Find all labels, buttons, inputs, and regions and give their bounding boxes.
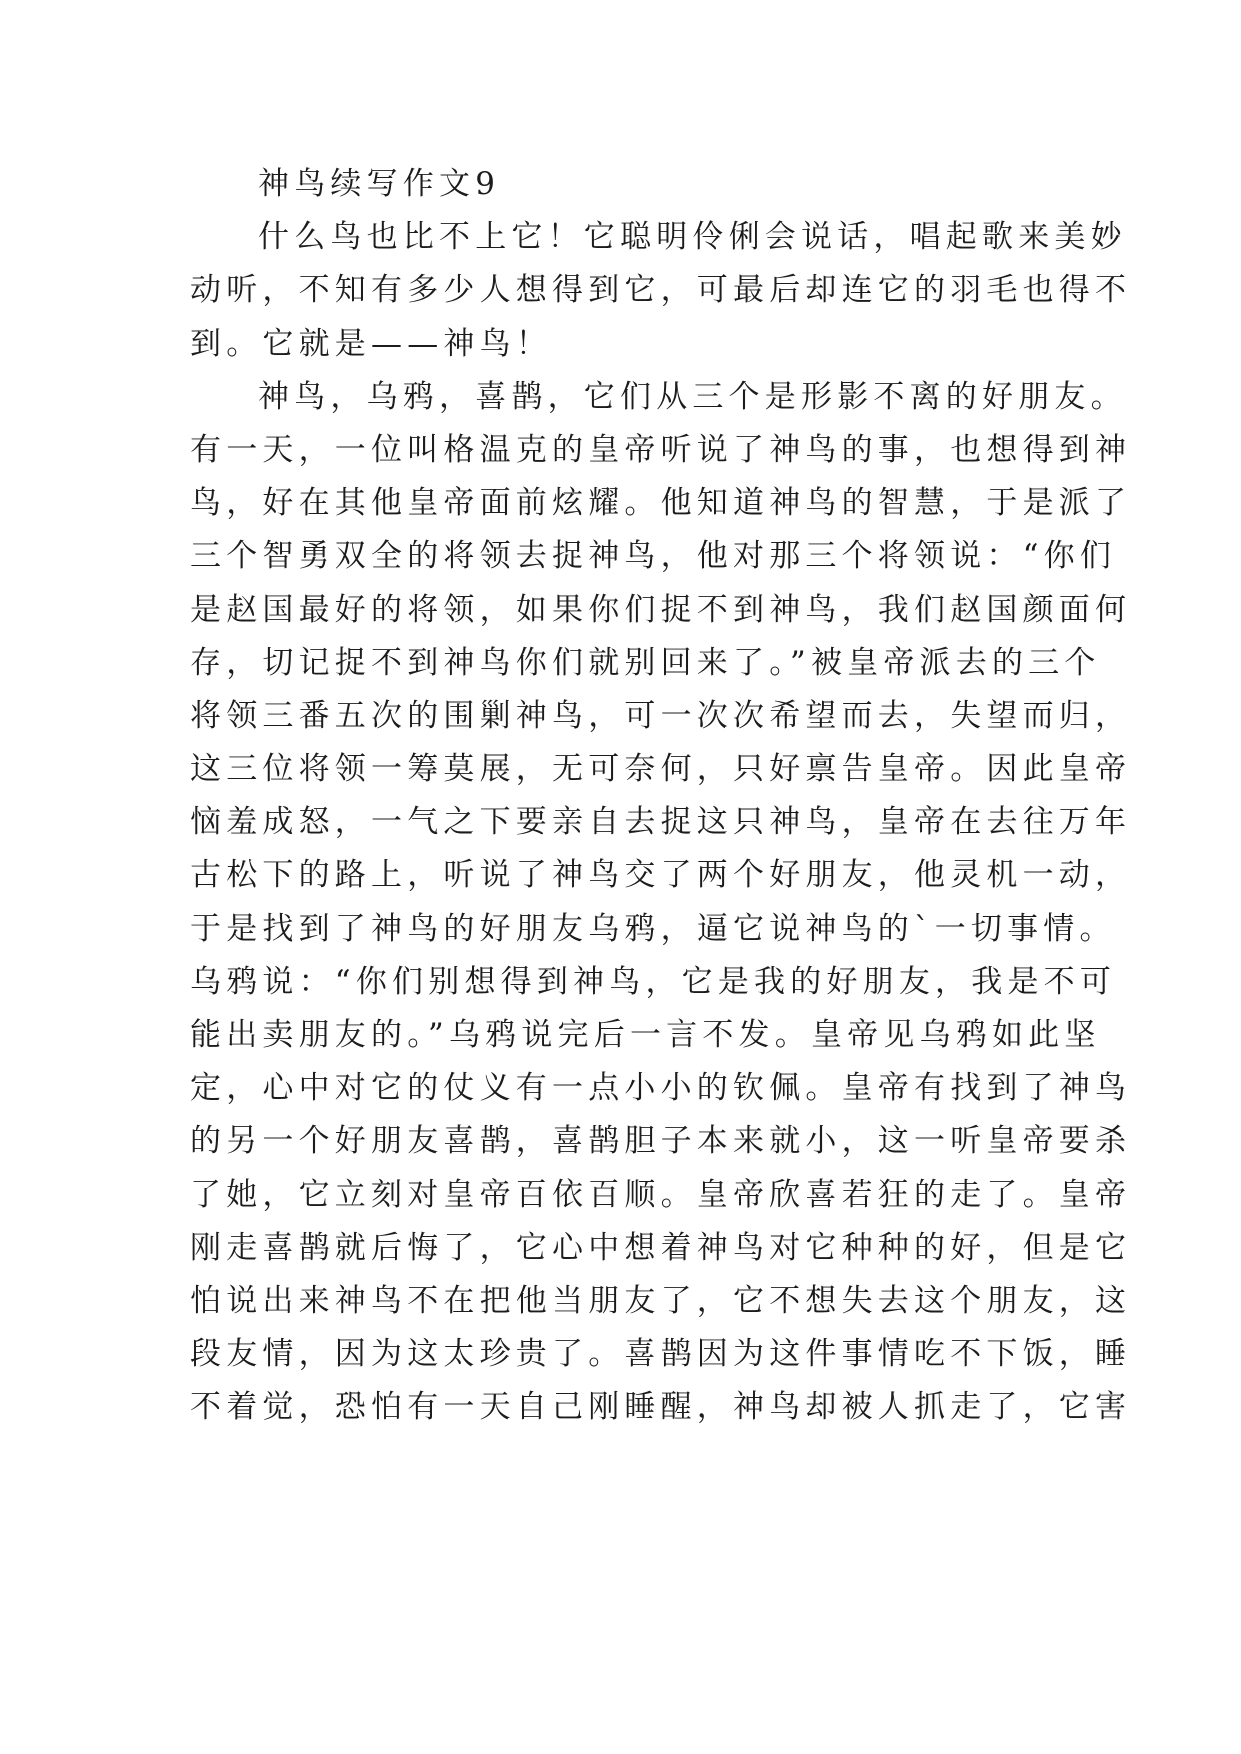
paragraph-2-line-15: 的另一个好朋友喜鹊，喜鹊胆子本来就小，这一听皇帝要杀	[190, 1123, 1132, 1160]
paragraph-1-line-2: 动听，不知有多少人想得到它，可最后却连它的羽毛也得不	[190, 272, 1132, 309]
paragraph-1-line-3: 到。它就是——神鸟！	[190, 325, 552, 362]
paragraph-2-line-1: 神鸟，乌鸦，喜鹊，它们从三个是形影不离的好朋友。	[258, 378, 1127, 415]
article-body	[190, 158, 1132, 1435]
paragraph-2-line-14: 定，心中对它的仗义有一点小小的钦佩。皇帝有找到了神鸟	[190, 1070, 1132, 1107]
paragraph-2-line-8: 这三位将领一筹莫展，无可奈何，只好禀告皇帝。因此皇帝	[190, 751, 1132, 788]
paragraph-2-line-6: 存，切记捉不到神鸟你们就别回来了。”被皇帝派去的三个	[190, 644, 1101, 681]
paragraph-2-line-10: 古松下的路上，听说了神鸟交了两个好朋友，他灵机一动，	[190, 857, 1132, 894]
paragraph-2-line-13: 能出卖朋友的。”乌鸦说完后一言不发。皇帝见乌鸦如此坚	[190, 1017, 1101, 1053]
paragraph-2-line-20: 不着觉，恐怕有一天自己刚睡醒，神鸟却被人抓走了，它害	[190, 1389, 1132, 1426]
paragraph-2-line-16: 了她，它立刻对皇帝百依百顺。皇帝欣喜若狂的走了。皇帝	[190, 1176, 1132, 1213]
paragraph-2-line-3: 鸟，好在其他皇帝面前炫耀。他知道神鸟的智慧，于是派了	[190, 485, 1132, 522]
paragraph-2-line-4: 三个智勇双全的将领去捉神鸟，他对那三个将领说：“你们	[190, 538, 1117, 575]
paragraph-2-line-11: 于是找到了神鸟的好朋友乌鸦，逼它说神鸟的`一切事情。	[190, 910, 1116, 947]
paragraph-2-line-17: 刚走喜鹊就后悔了，它心中想着神鸟对它种种的好，但是它	[190, 1229, 1132, 1266]
paragraph-2-line-18: 怕说出来神鸟不在把他当朋友了，它不想失去这个朋友，这	[190, 1282, 1132, 1319]
paragraph-2-line-12: 乌鸦说：“你们别想得到神鸟，它是我的好朋友，我是不可	[190, 963, 1117, 1000]
paragraph-2-line-2: 有一天，一位叫格温克的皇帝听说了神鸟的事，也想得到神	[190, 431, 1132, 468]
paragraph-2-line-9: 恼羞成怒，一气之下要亲自去捉这只神鸟，皇帝在去往万年	[190, 804, 1132, 841]
paragraph-2-line-5: 是赵国最好的将领，如果你们捉不到神鸟，我们赵国颜面何	[190, 591, 1132, 628]
paragraph-2-line-7: 将领三番五次的围剿神鸟，可一次次希望而去，失望而归，	[190, 697, 1132, 734]
paragraph-1-line-1: 什么鸟也比不上它！它聪明伶俐会说话，唱起歌来美妙	[258, 219, 1127, 256]
article-title: 神鸟续写作文9	[258, 166, 501, 202]
paragraph-2-line-19: 段友情，因为这太珍贵了。喜鹊因为这件事情吃不下饭，睡	[190, 1336, 1132, 1373]
